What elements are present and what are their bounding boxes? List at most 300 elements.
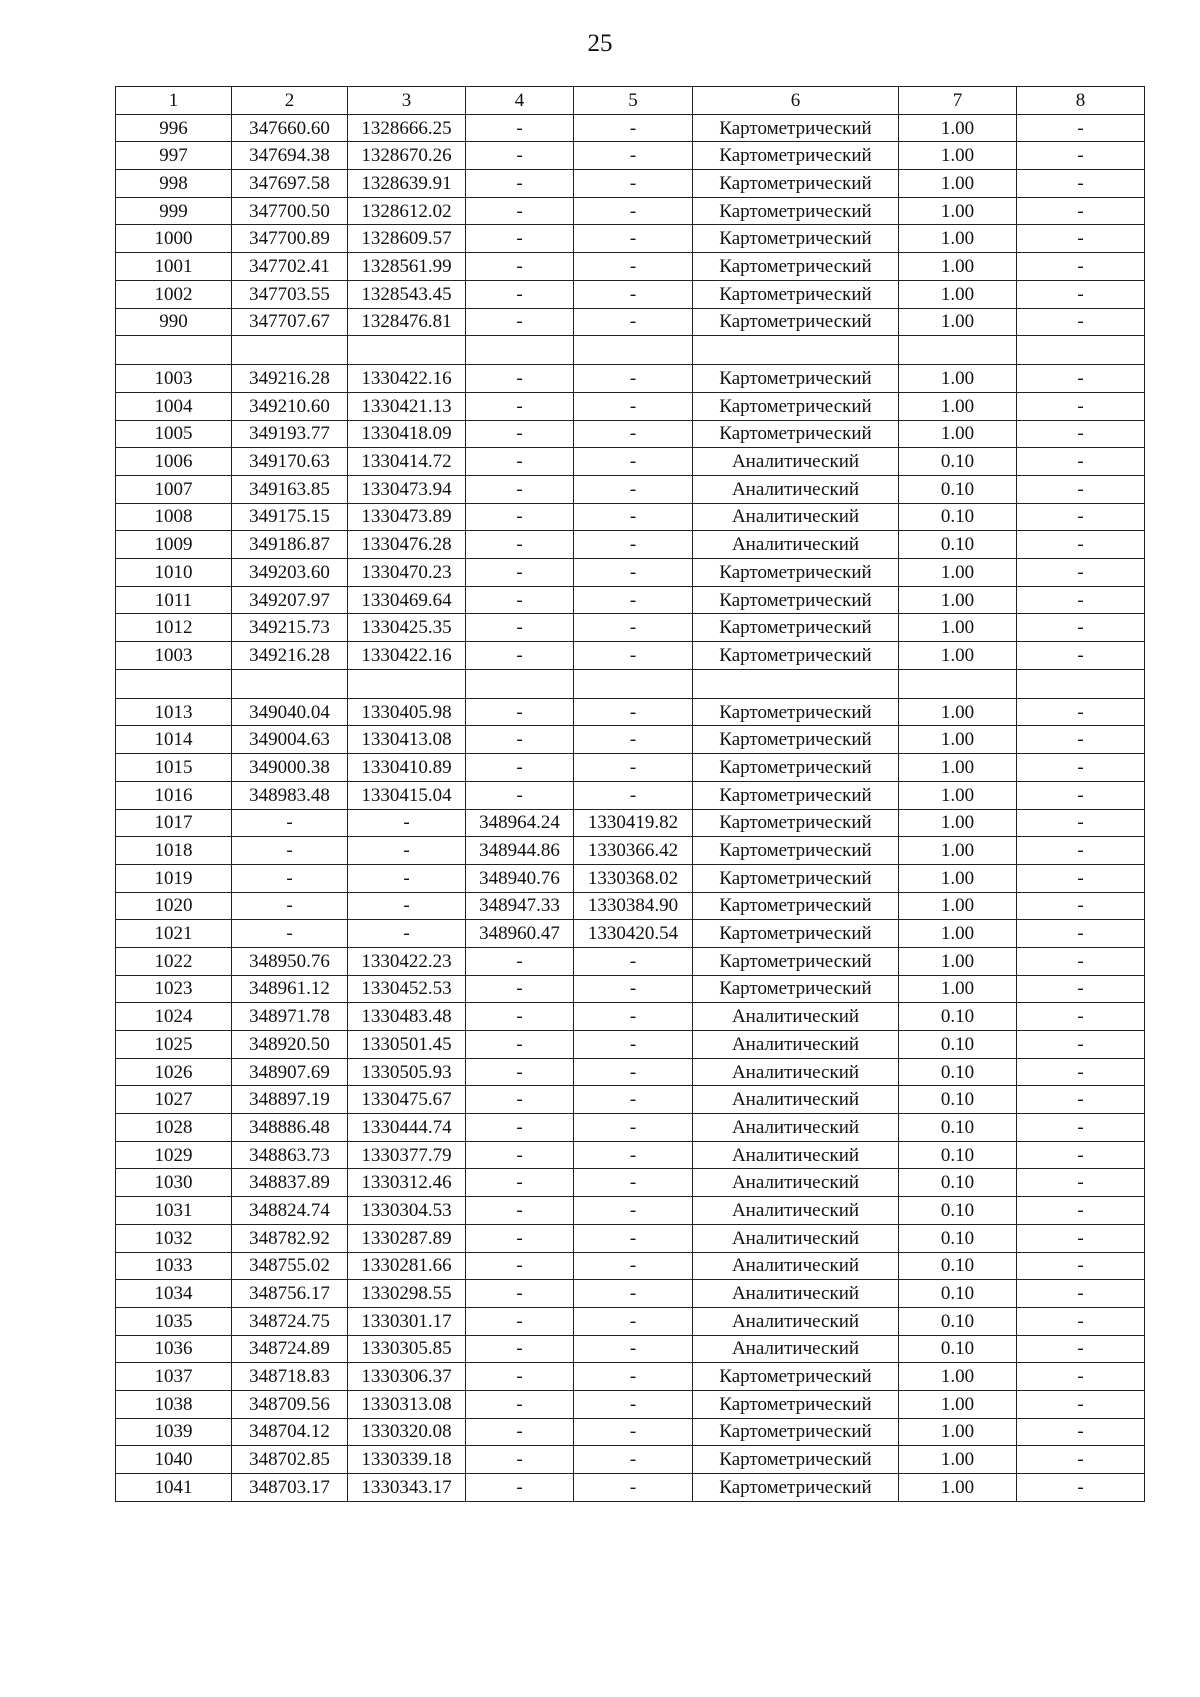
table-cell: -	[574, 1363, 693, 1391]
table-cell: 1330418.09	[348, 420, 466, 448]
table-cell: 1330287.89	[348, 1224, 466, 1252]
table-row	[116, 392, 1145, 420]
table-cell: -	[466, 1224, 574, 1252]
table-cell: -	[1017, 1390, 1145, 1418]
table-cell: 1330473.94	[348, 475, 466, 503]
table-cell: -	[1017, 475, 1145, 503]
table-cell: Аналитический	[693, 1031, 899, 1059]
table-cell: 1008	[116, 503, 232, 531]
table-cell: -	[574, 392, 693, 420]
table-cell: 1330312.46	[348, 1169, 466, 1197]
table-cell: 1330306.37	[348, 1363, 466, 1391]
table-cell: 1019	[116, 864, 232, 892]
table-cell: -	[574, 1390, 693, 1418]
table-cell: 0.10	[899, 1031, 1017, 1059]
table-row	[116, 1307, 1145, 1335]
table-cell: -	[466, 559, 574, 587]
table-cell: Аналитический	[693, 1252, 899, 1280]
table-cell: Картометрический	[693, 809, 899, 837]
table-cell: 348718.83	[232, 1363, 348, 1391]
table-cell: 1330339.18	[348, 1446, 466, 1474]
table-cell: 1003	[116, 642, 232, 670]
table-cell: Картометрический	[693, 920, 899, 948]
table-cell: -	[574, 280, 693, 308]
table-cell: 348897.19	[232, 1086, 348, 1114]
table-cell: -	[574, 1252, 693, 1280]
table-row	[116, 308, 1145, 336]
table-row	[116, 920, 1145, 948]
table-cell: 349170.63	[232, 448, 348, 476]
table-cell: -	[574, 1031, 693, 1059]
table-cell: 349216.28	[232, 365, 348, 393]
table-cell: 1.00	[899, 392, 1017, 420]
table-cell: 1.00	[899, 1446, 1017, 1474]
table-cell: 0.10	[899, 1114, 1017, 1142]
table-cell: -	[1017, 1363, 1145, 1391]
table-cell: 1330415.04	[348, 781, 466, 809]
table-row	[116, 754, 1145, 782]
table-cell: -	[574, 698, 693, 726]
table-cell: 1.00	[899, 420, 1017, 448]
table-cell: -	[574, 1169, 693, 1197]
table-cell: Картометрический	[693, 1363, 899, 1391]
table-row	[116, 1058, 1145, 1086]
table-cell: -	[1017, 642, 1145, 670]
table-cell: 348961.12	[232, 975, 348, 1003]
table-cell: 1030	[116, 1169, 232, 1197]
table-cell: -	[574, 1224, 693, 1252]
table-cell: -	[1017, 420, 1145, 448]
table-cell: Картометрический	[693, 170, 899, 198]
table-cell: -	[574, 142, 693, 170]
table-cell: 990	[116, 308, 232, 336]
table-cell: 1.00	[899, 1363, 1017, 1391]
table-cell: Аналитический	[693, 1058, 899, 1086]
table-cell	[574, 669, 693, 698]
table-cell: 349186.87	[232, 531, 348, 559]
table-cell: -	[466, 1169, 574, 1197]
table-cell: 0.10	[899, 448, 1017, 476]
table-cell: -	[1017, 559, 1145, 587]
table-cell: -	[466, 225, 574, 253]
table-cell: 1020	[116, 892, 232, 920]
table-cell: 1007	[116, 475, 232, 503]
table-cell: 1330505.93	[348, 1058, 466, 1086]
table-cell: Картометрический	[693, 754, 899, 782]
table-cell	[693, 669, 899, 698]
table-row	[116, 114, 1145, 142]
table-row	[116, 837, 1145, 865]
table-cell: 1328666.25	[348, 114, 466, 142]
table-cell: -	[1017, 1169, 1145, 1197]
table-cell: -	[466, 781, 574, 809]
table-cell: -	[574, 975, 693, 1003]
table-cell: 0.10	[899, 1197, 1017, 1225]
table-cell: Аналитический	[693, 1335, 899, 1363]
table-cell: -	[1017, 142, 1145, 170]
table-cell	[466, 669, 574, 698]
table-cell: -	[1017, 1335, 1145, 1363]
table-cell: 1016	[116, 781, 232, 809]
table-cell: Аналитический	[693, 1280, 899, 1308]
table-cell: 1.00	[899, 809, 1017, 837]
table-cell: 348947.33	[466, 892, 574, 920]
table-cell: 1017	[116, 809, 232, 837]
table-cell: -	[466, 1252, 574, 1280]
table-cell: -	[466, 170, 574, 198]
table-cell: -	[466, 726, 574, 754]
table-cell: 348940.76	[466, 864, 574, 892]
table-cell: -	[1017, 947, 1145, 975]
table-cell: -	[1017, 225, 1145, 253]
table-cell: -	[574, 726, 693, 754]
table-cell: 1000	[116, 225, 232, 253]
table-cell: 348886.48	[232, 1114, 348, 1142]
table-cell: 1328612.02	[348, 197, 466, 225]
table-cell: -	[1017, 809, 1145, 837]
table-cell: -	[574, 531, 693, 559]
table-cell: Картометрический	[693, 586, 899, 614]
table-cell: 1330473.89	[348, 503, 466, 531]
table-row	[116, 1280, 1145, 1308]
table-cell: 348824.74	[232, 1197, 348, 1225]
table-cell: Картометрический	[693, 1390, 899, 1418]
table-cell: 1.00	[899, 975, 1017, 1003]
table-cell: -	[466, 253, 574, 281]
table-row	[116, 170, 1145, 198]
table-cell: 349210.60	[232, 392, 348, 420]
table-cell: 1330304.53	[348, 1197, 466, 1225]
table-row	[116, 1446, 1145, 1474]
table-cell: 349193.77	[232, 420, 348, 448]
table-cell: -	[1017, 586, 1145, 614]
table-cell: Аналитический	[693, 1197, 899, 1225]
table-cell: 1330420.54	[574, 920, 693, 948]
table-cell: -	[574, 170, 693, 198]
table-cell: -	[232, 837, 348, 865]
table-cell: -	[232, 864, 348, 892]
table-cell: Картометрический	[693, 392, 899, 420]
table-cell: 1330384.90	[574, 892, 693, 920]
table-cell: -	[1017, 1446, 1145, 1474]
table-cell: 1004	[116, 392, 232, 420]
table-cell: 0.10	[899, 1224, 1017, 1252]
table-cell: -	[466, 586, 574, 614]
table-row	[116, 781, 1145, 809]
table-cell: 347702.41	[232, 253, 348, 281]
table-cell: 1330298.55	[348, 1280, 466, 1308]
table-cell: -	[1017, 1197, 1145, 1225]
table-cell: 1033	[116, 1252, 232, 1280]
table-cell: 997	[116, 142, 232, 170]
table-cell: -	[466, 1446, 574, 1474]
table-row	[116, 1086, 1145, 1114]
table-cell: Картометрический	[693, 975, 899, 1003]
table-row	[116, 225, 1145, 253]
table-cell: -	[1017, 308, 1145, 336]
table-cell: -	[1017, 726, 1145, 754]
table-cell: 1.00	[899, 308, 1017, 336]
table-cell: 1330425.35	[348, 614, 466, 642]
table-cell: -	[574, 1197, 693, 1225]
table-cell: 1330422.16	[348, 365, 466, 393]
table-cell: 348971.78	[232, 1003, 348, 1031]
table-cell: -	[574, 475, 693, 503]
table-cell: -	[466, 642, 574, 670]
table-cell: -	[574, 781, 693, 809]
table-cell: 996	[116, 114, 232, 142]
table-cell: -	[574, 642, 693, 670]
table-cell: 999	[116, 197, 232, 225]
table-cell: 1330343.17	[348, 1474, 466, 1502]
table-cell: 1330452.53	[348, 975, 466, 1003]
table-cell: 348983.48	[232, 781, 348, 809]
table-cell: -	[1017, 170, 1145, 198]
table-cell: -	[574, 1003, 693, 1031]
table-cell: -	[574, 308, 693, 336]
table-cell: -	[1017, 503, 1145, 531]
column-header: 1	[116, 87, 232, 115]
table-cell: 347694.38	[232, 142, 348, 170]
table-cell: -	[466, 280, 574, 308]
table-cell: Аналитический	[693, 1224, 899, 1252]
table-cell: 1.00	[899, 1474, 1017, 1502]
table-row	[116, 864, 1145, 892]
table-cell: 1006	[116, 448, 232, 476]
table-cell: -	[574, 1474, 693, 1502]
table-cell: 1029	[116, 1141, 232, 1169]
table-cell: 1.00	[899, 253, 1017, 281]
table-cell: 1039	[116, 1418, 232, 1446]
separator-row	[116, 669, 1145, 698]
table-cell: Аналитический	[693, 503, 899, 531]
table-row	[116, 1114, 1145, 1142]
table-cell: 1022	[116, 947, 232, 975]
table-cell: -	[1017, 1307, 1145, 1335]
table-cell: -	[1017, 864, 1145, 892]
table-cell: -	[466, 1335, 574, 1363]
table-cell: 1330405.98	[348, 698, 466, 726]
table-cell: -	[232, 809, 348, 837]
table-cell: Картометрический	[693, 947, 899, 975]
table-row	[116, 1252, 1145, 1280]
table-row	[116, 809, 1145, 837]
table-cell: -	[1017, 1003, 1145, 1031]
table-cell: 1330413.08	[348, 726, 466, 754]
table-cell: Аналитический	[693, 1141, 899, 1169]
table-cell: -	[1017, 892, 1145, 920]
column-header: 2	[232, 87, 348, 115]
table-cell: 1035	[116, 1307, 232, 1335]
table-row	[116, 503, 1145, 531]
table-row	[116, 1390, 1145, 1418]
table-cell: 1.00	[899, 837, 1017, 865]
table-cell: -	[466, 448, 574, 476]
table-cell: 349163.85	[232, 475, 348, 503]
table-cell: 1.00	[899, 559, 1017, 587]
table-cell: -	[466, 197, 574, 225]
table-cell: 1.00	[899, 170, 1017, 198]
table-cell: 349215.73	[232, 614, 348, 642]
table-row	[116, 1197, 1145, 1225]
table-cell: -	[574, 253, 693, 281]
table-cell: Аналитический	[693, 1086, 899, 1114]
table-cell: 1034	[116, 1280, 232, 1308]
table-cell: Картометрический	[693, 253, 899, 281]
separator-row	[116, 336, 1145, 365]
table-cell: 349203.60	[232, 559, 348, 587]
table-cell: 347707.67	[232, 308, 348, 336]
table-cell: 1.00	[899, 781, 1017, 809]
table-cell: -	[466, 503, 574, 531]
table-cell: Картометрический	[693, 698, 899, 726]
table-cell: 1330475.67	[348, 1086, 466, 1114]
table-row	[116, 892, 1145, 920]
table-cell: -	[466, 142, 574, 170]
table-cell: -	[1017, 531, 1145, 559]
table-cell: 1027	[116, 1086, 232, 1114]
table-cell: 0.10	[899, 475, 1017, 503]
table-cell: 1.00	[899, 197, 1017, 225]
table-cell: -	[232, 892, 348, 920]
table-cell: -	[1017, 1252, 1145, 1280]
table-cell: -	[574, 365, 693, 393]
table-cell: 1.00	[899, 114, 1017, 142]
table-cell: 1021	[116, 920, 232, 948]
table-cell: 1025	[116, 1031, 232, 1059]
table-cell: Картометрический	[693, 614, 899, 642]
table-cell: -	[574, 114, 693, 142]
table-cell: -	[1017, 280, 1145, 308]
table-cell: 348724.89	[232, 1335, 348, 1363]
table-cell: 1013	[116, 698, 232, 726]
table-cell: 1026	[116, 1058, 232, 1086]
table-cell: -	[1017, 920, 1145, 948]
table-cell: -	[466, 531, 574, 559]
table-cell: 1330419.82	[574, 809, 693, 837]
table-cell: -	[348, 837, 466, 865]
table-cell: -	[466, 1031, 574, 1059]
table-cell: 0.10	[899, 503, 1017, 531]
table-cell	[348, 669, 466, 698]
table-cell: Картометрический	[693, 726, 899, 754]
table-row	[116, 614, 1145, 642]
table-cell: -	[1017, 1058, 1145, 1086]
table-cell: 1330281.66	[348, 1252, 466, 1280]
table-cell	[1017, 336, 1145, 365]
table-cell: -	[1017, 754, 1145, 782]
table-cell: Картометрический	[693, 1474, 899, 1502]
table-cell: 1041	[116, 1474, 232, 1502]
table-row	[116, 975, 1145, 1003]
table-row	[116, 1003, 1145, 1031]
table-cell: 1.00	[899, 726, 1017, 754]
table-cell: 349216.28	[232, 642, 348, 670]
column-header: 7	[899, 87, 1017, 115]
table-cell: 1330305.85	[348, 1335, 466, 1363]
table-cell: 998	[116, 170, 232, 198]
table-cell: 347660.60	[232, 114, 348, 142]
table-row	[116, 726, 1145, 754]
table-cell: 1328639.91	[348, 170, 466, 198]
table-cell: Аналитический	[693, 1169, 899, 1197]
table-cell: 348703.17	[232, 1474, 348, 1502]
table-cell: 1330313.08	[348, 1390, 466, 1418]
table-cell: 1036	[116, 1335, 232, 1363]
table-cell: 1.00	[899, 754, 1017, 782]
table-cell: 1040	[116, 1446, 232, 1474]
table-row	[116, 448, 1145, 476]
table-cell: Аналитический	[693, 1114, 899, 1142]
table-row	[116, 559, 1145, 587]
table-cell: -	[1017, 1474, 1145, 1502]
table-cell: -	[466, 947, 574, 975]
table-cell: -	[1017, 1224, 1145, 1252]
table-cell	[348, 336, 466, 365]
table-row	[116, 1169, 1145, 1197]
table-cell: 348782.92	[232, 1224, 348, 1252]
table-cell: 349004.63	[232, 726, 348, 754]
table-cell: 1014	[116, 726, 232, 754]
table-cell: 0.10	[899, 1058, 1017, 1086]
table-row	[116, 142, 1145, 170]
column-header: 5	[574, 87, 693, 115]
table-cell: -	[348, 864, 466, 892]
table-cell: Картометрический	[693, 280, 899, 308]
page-number: 25	[587, 30, 613, 57]
table-cell: 1011	[116, 586, 232, 614]
table-cell	[116, 669, 232, 698]
table-cell: -	[574, 1446, 693, 1474]
table-cell: -	[466, 1058, 574, 1086]
table-cell	[574, 336, 693, 365]
table-row	[116, 197, 1145, 225]
table-row	[116, 1418, 1145, 1446]
table-cell: 348724.75	[232, 1307, 348, 1335]
table-cell: 1009	[116, 531, 232, 559]
table-cell: 1330377.79	[348, 1141, 466, 1169]
table-cell: 347700.50	[232, 197, 348, 225]
table-cell: 1023	[116, 975, 232, 1003]
table-cell: Картометрический	[693, 837, 899, 865]
table-cell: Аналитический	[693, 448, 899, 476]
table-cell: 348920.50	[232, 1031, 348, 1059]
table-cell: 1.00	[899, 586, 1017, 614]
table-cell: Аналитический	[693, 1003, 899, 1031]
table-cell: 1330476.28	[348, 531, 466, 559]
table-cell: -	[574, 420, 693, 448]
table-cell: -	[466, 308, 574, 336]
column-header: 6	[693, 87, 899, 115]
table-cell: 1.00	[899, 892, 1017, 920]
table-cell	[693, 336, 899, 365]
table-cell: 1328476.81	[348, 308, 466, 336]
table-cell: 348944.86	[466, 837, 574, 865]
table-cell: 1330422.23	[348, 947, 466, 975]
table-row	[116, 698, 1145, 726]
table-cell: 348702.85	[232, 1446, 348, 1474]
table-cell: -	[1017, 1031, 1145, 1059]
table-cell: Аналитический	[693, 475, 899, 503]
table-cell: -	[574, 1058, 693, 1086]
table-cell: 347703.55	[232, 280, 348, 308]
table-cell: 349175.15	[232, 503, 348, 531]
table-cell: -	[466, 1418, 574, 1446]
table-row	[116, 1363, 1145, 1391]
table-cell: 1037	[116, 1363, 232, 1391]
table-cell: 1328670.26	[348, 142, 466, 170]
table-cell: -	[1017, 365, 1145, 393]
